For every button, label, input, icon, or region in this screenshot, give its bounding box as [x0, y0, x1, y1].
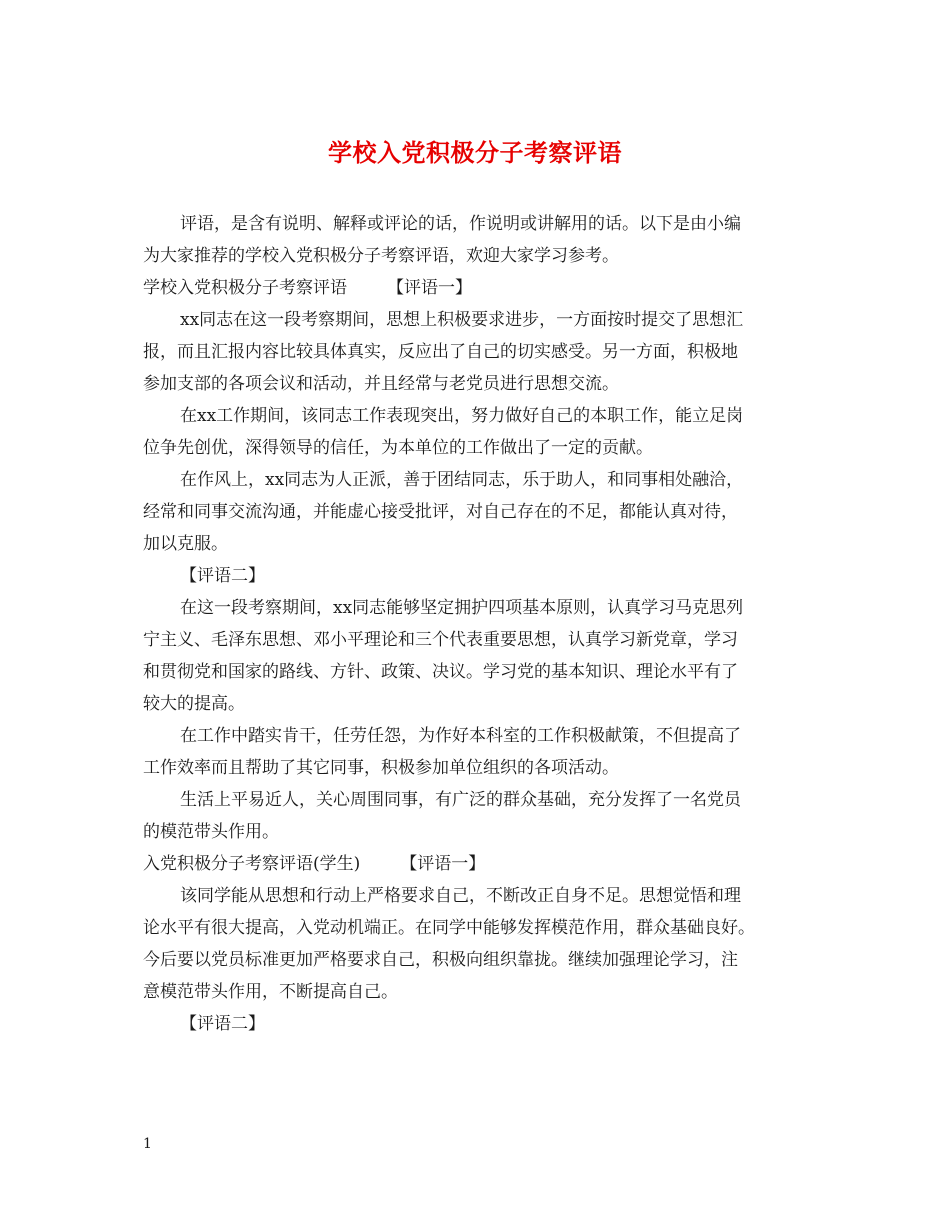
paragraph-line: 为大家推荐的学校入党积极分子考察评语，欢迎大家学习参考。 [143, 246, 619, 266]
paragraph-line: 【评语二】 [180, 1014, 265, 1034]
paragraph-line: 在这一段考察期间，xx同志能够坚定拥护四项基本原则，认真学习马克思列 [180, 598, 744, 618]
section-heading [143, 848, 823, 880]
paragraph-line: 工作效率而且帮助了其它同事，积极参加单位组织的各项活动。 [143, 758, 619, 778]
paragraph-line: 论水平有很大提高，入党动机端正。在同学中能够发挥模范作用，群众基础良好。 [143, 918, 755, 938]
paragraph-line: 该同学能从思想和行动上严格要求自己，不断改正自身不足。思想觉悟和理 [180, 886, 741, 906]
paragraph-line: 位争先创优，深得领导的信任，为本单位的工作做出了一定的贡献。 [143, 438, 653, 458]
paragraph-line: 意模范带头作用，不断提高自己。 [143, 982, 398, 1002]
paragraph-line: 的模范带头作用。 [143, 822, 279, 842]
heading-spacer [347, 272, 387, 304]
paragraph-line: 在xx工作期间，该同志工作表现突出，努力做好自己的本职工作，能立足岗 [180, 406, 744, 426]
section-heading-tag: 【评语一】 [400, 854, 486, 874]
paragraph-line: 在作风上，xx同志为人正派，善于团结同志，乐于助人，和同事相处融洽， [180, 470, 744, 490]
paragraph-line: xx同志在这一段考察期间，思想上积极要求进步，一方面按时提交了思想汇 [180, 310, 744, 330]
paragraph-line: 参加支部的各项会议和活动，并且经常与老党员进行思想交流。 [143, 374, 619, 394]
document-title: 学校入党积极分子考察评语 [328, 138, 622, 167]
paragraph-line: 今后要以党员标准更加严格要求自己，积极向组织靠拢。继续加强理论学习，注 [143, 950, 738, 970]
paragraph-line: 宁主义、毛泽东思想、邓小平理论和三个代表重要思想，认真学习新党章，学习 [143, 630, 738, 650]
section-heading-title: 学校入党积极分子考察评语 [143, 278, 347, 298]
section-heading-title: 入党积极分子考察评语(学生) [143, 854, 361, 874]
heading-spacer [360, 848, 400, 880]
paragraph-line: 较大的提高。 [143, 694, 245, 714]
paragraph-line: 和贯彻党和国家的路线、方针、政策、决议。学习党的基本知识、理论水平有了 [143, 662, 738, 682]
paragraph-line: 【评语二】 [180, 566, 265, 586]
paragraph-line: 生活上平易近人，关心周围同事，有广泛的群众基础，充分发挥了一名党员 [180, 790, 741, 810]
paragraph-line: 经常和同事交流沟通，并能虚心接受批评，对自己存在的不足，都能认真对待， [143, 502, 738, 522]
paragraph-line: 评语，是含有说明、解释或评论的话，作说明或讲解用的话。以下是由小编 [180, 214, 741, 234]
paragraph-line: 在工作中踏实肯干，任劳任怨，为作好本科室的工作积极献策，不但提高了 [180, 726, 741, 746]
paragraph-line: 报，而且汇报内容比较具体真实，反应出了自己的切实感受。另一方面，积极地 [143, 342, 738, 362]
paragraph-line: 加以克服。 [143, 534, 228, 554]
page-number: 1 [143, 1136, 152, 1152]
document-body [143, 208, 823, 1040]
section-heading-tag: 【评语一】 [387, 278, 472, 298]
section-heading [143, 272, 823, 304]
